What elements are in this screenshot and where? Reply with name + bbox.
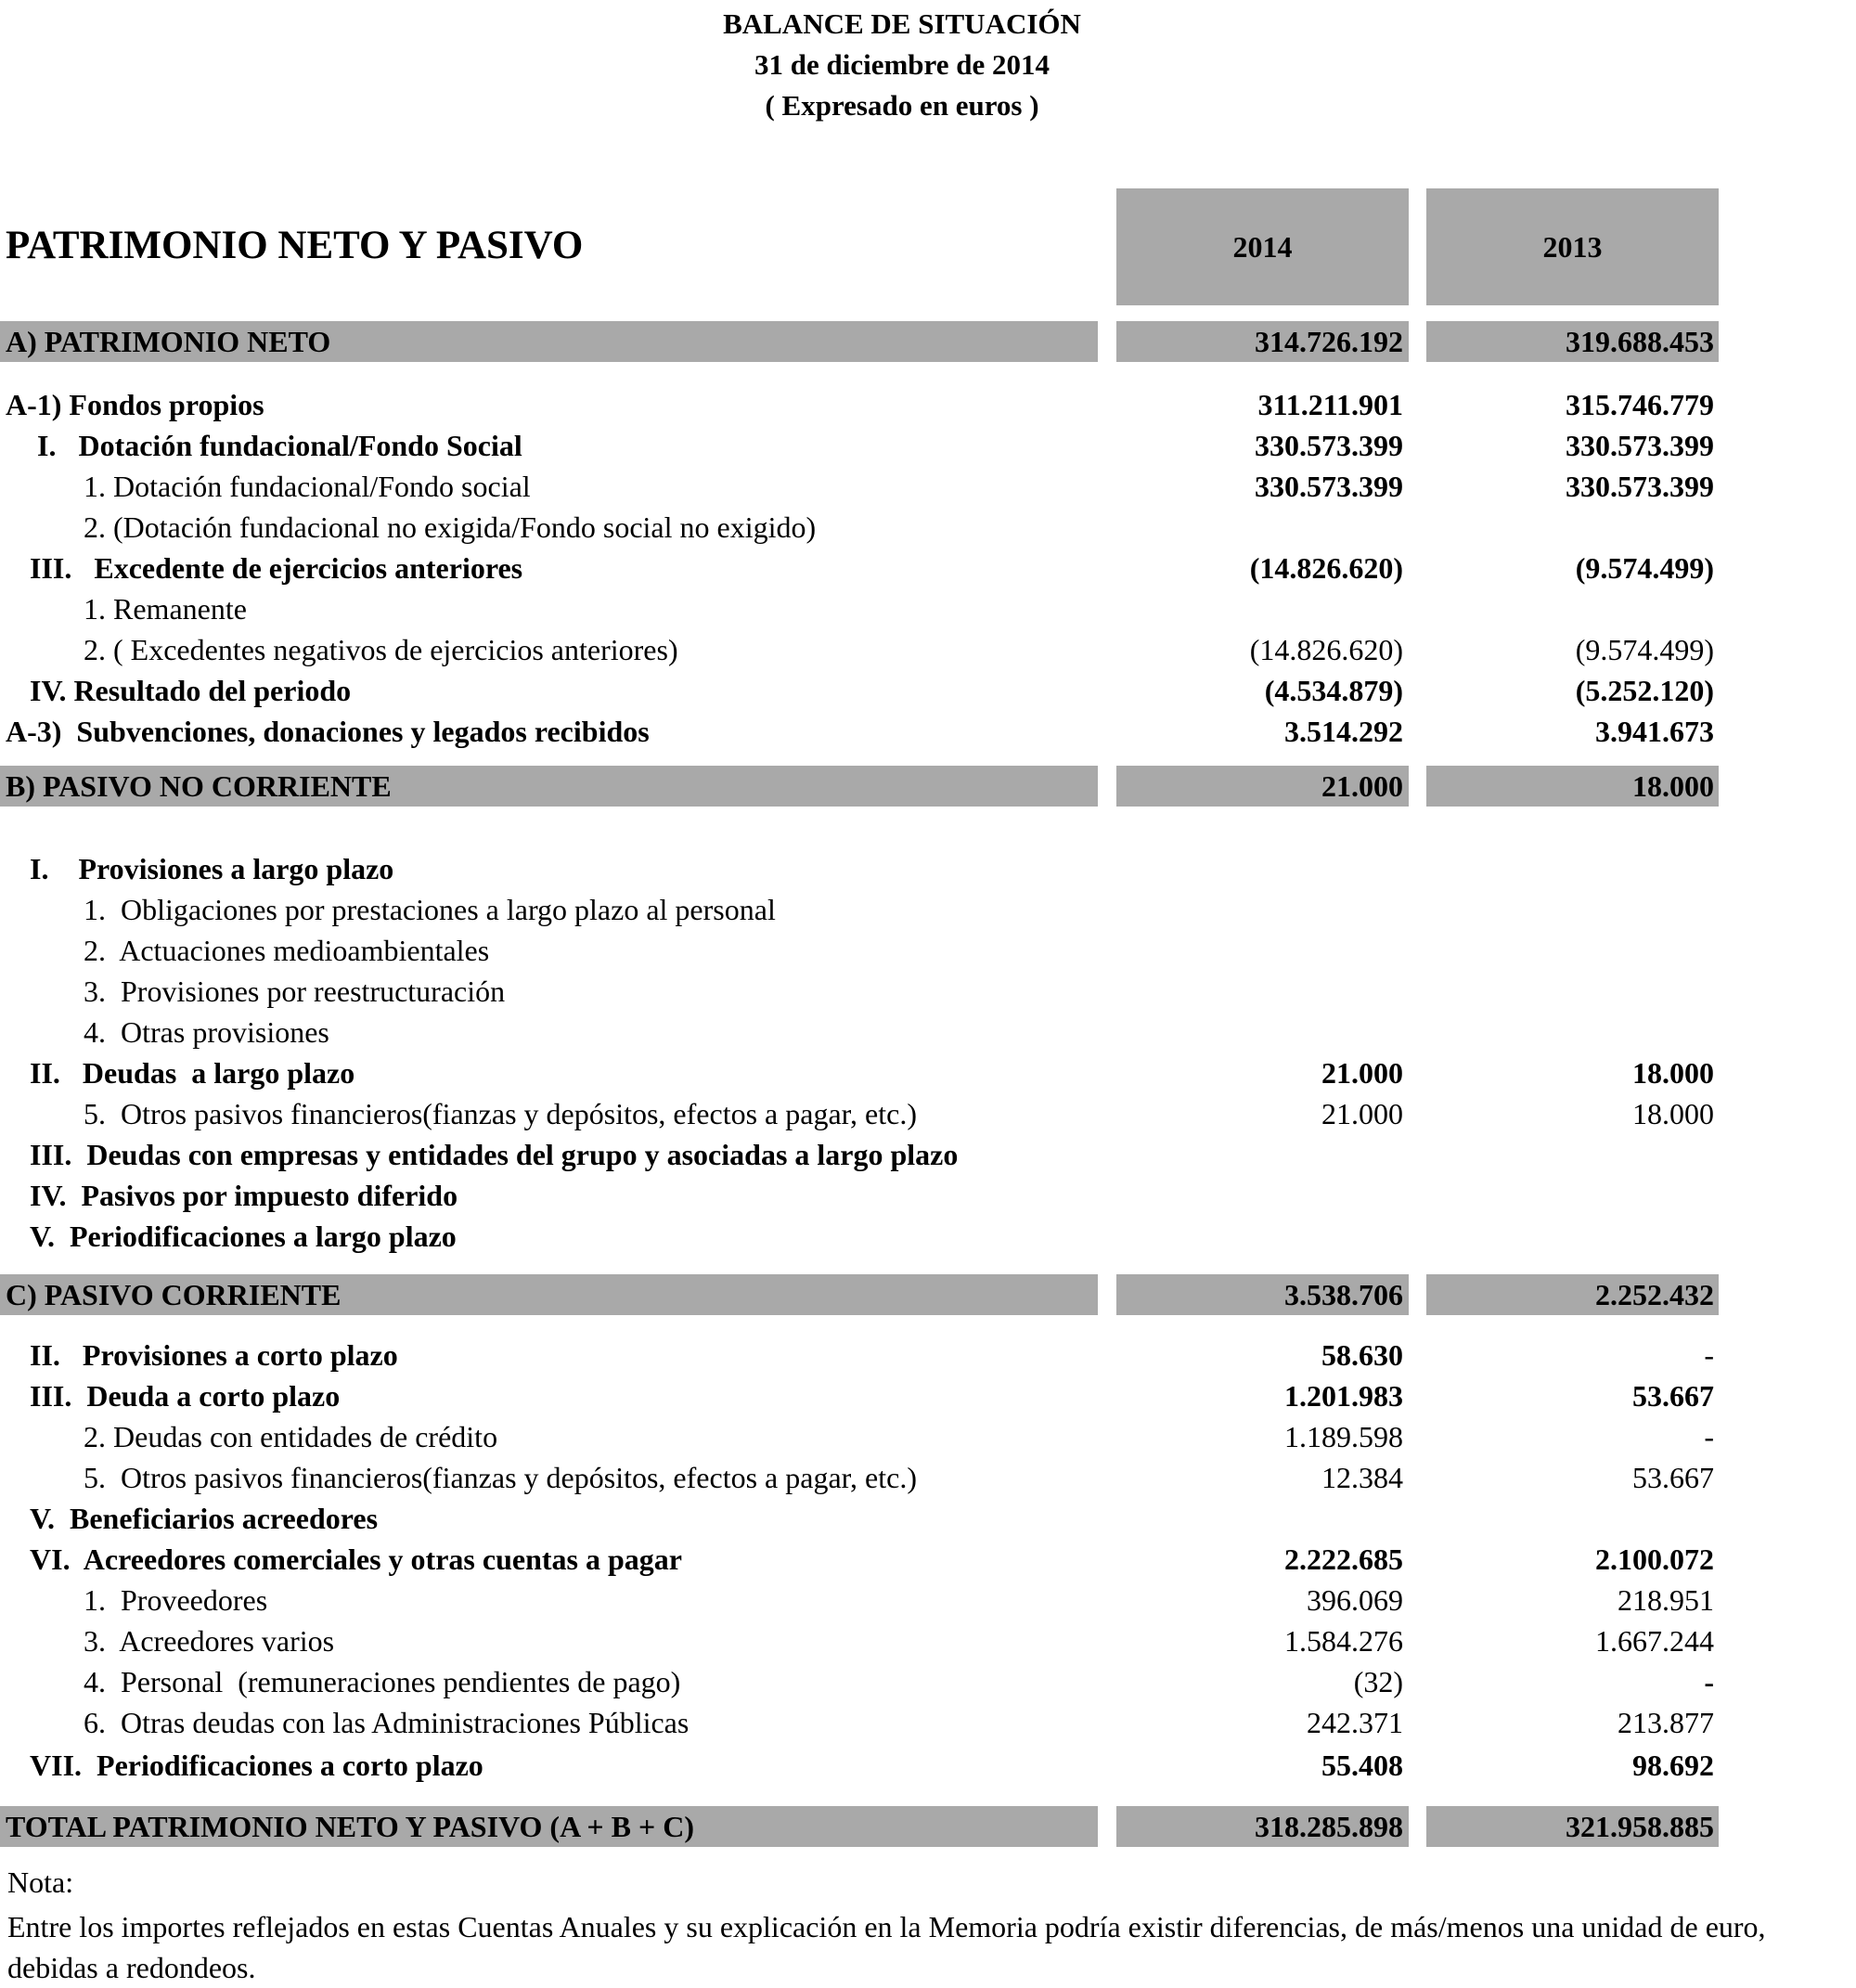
row-label: TOTAL PATRIMONIO NETO Y PASIVO (A + B + C)	[6, 1810, 694, 1843]
value-2013: -	[1704, 1420, 1714, 1453]
value-2013: 330.573.399	[1566, 470, 1714, 503]
value-2013: 53.667	[1632, 1379, 1714, 1413]
row-label: 2. Actuaciones medioambientales	[84, 934, 490, 967]
row-label: VI. Acreedores comerciales y otras cuentas a pagar	[30, 1543, 682, 1576]
row-label: 1. Obligaciones por prestaciones a largo plazo al personal	[84, 893, 776, 926]
report-date: 31 de diciembre de 2014	[754, 48, 1050, 81]
value-2014: (14.826.620)	[1249, 633, 1403, 666]
value-2014: 330.573.399	[1255, 470, 1403, 503]
value-2014: (32)	[1353, 1665, 1403, 1698]
value-2013: 98.692	[1632, 1749, 1714, 1782]
row-dotacion-fundacional	[0, 425, 1856, 466]
value-2014: (14.826.620)	[1249, 551, 1403, 585]
value-2014: (4.534.879)	[1264, 674, 1403, 707]
value-2014: 21.000	[1321, 1097, 1403, 1130]
value-2014: 1.584.276	[1284, 1624, 1403, 1658]
value-2013: 315.746.779	[1566, 388, 1714, 421]
value-2013: 2.252.432	[1595, 1278, 1714, 1311]
row-label: 3. Provisiones por reestructuración	[84, 975, 506, 1008]
row-beneficiarios-acreedores	[0, 1498, 1856, 1539]
value-2013: 53.667	[1632, 1461, 1714, 1494]
row-deudas-entidades-credito	[0, 1416, 1856, 1457]
note-heading: Nota:	[7, 1865, 74, 1899]
row-provisiones-reestructuracion	[0, 971, 1856, 1012]
row-deudas-grupo	[0, 1134, 1856, 1175]
row-provisiones-largo	[0, 848, 1856, 889]
value-2014: 242.371	[1307, 1706, 1403, 1739]
value-2014: 58.630	[1321, 1338, 1403, 1372]
column-header-2014: 2014	[1232, 230, 1293, 264]
row-acreedores-varios	[0, 1620, 1856, 1661]
value-2013: (5.252.120)	[1575, 674, 1714, 707]
value-2014: 12.384	[1321, 1461, 1403, 1494]
row-periodificaciones-largo	[0, 1216, 1856, 1257]
row-label: 2. ( Excedentes negativos de ejercicios anteriores)	[84, 633, 678, 666]
row-pasivo-no-corriente	[0, 766, 1856, 807]
row-label: V. Beneficiarios acreedores	[30, 1502, 379, 1535]
table-heading: PATRIMONIO NETO Y PASIVO	[6, 224, 584, 267]
value-2014: 3.538.706	[1284, 1278, 1403, 1311]
row-subvenciones	[0, 711, 1856, 752]
value-2014: 314.726.192	[1255, 325, 1403, 358]
row-obligaciones-personal	[0, 889, 1856, 930]
value-2014: 330.573.399	[1255, 429, 1403, 462]
report-title: BALANCE DE SITUACIÓN	[723, 7, 1081, 40]
row-proveedores	[0, 1580, 1856, 1620]
value-2013: 18.000	[1632, 1097, 1714, 1130]
row-dotacion-fondo-social	[0, 466, 1856, 507]
value-2013: 213.877	[1618, 1706, 1714, 1739]
row-excedente-anteriores	[0, 548, 1856, 588]
row-label: 2. Deudas con entidades de crédito	[84, 1420, 498, 1453]
row-label: 3. Acreedores varios	[84, 1624, 335, 1658]
value-2014: 2.222.685	[1284, 1543, 1403, 1576]
value-2014: 55.408	[1321, 1749, 1403, 1782]
value-2013: 321.958.885	[1566, 1810, 1714, 1843]
value-2013: 3.941.673	[1595, 715, 1714, 748]
row-label: II. Provisiones a corto plazo	[30, 1338, 398, 1372]
row-label: V. Periodificaciones a largo plazo	[30, 1220, 457, 1253]
row-label: III. Excedente de ejercicios anteriores	[30, 551, 523, 585]
row-label: 6. Otras deudas con las Administraciones Públicas	[84, 1706, 690, 1739]
note-text: Entre los importes reflejados en estas Cuentas Anuales y su explicación en la Memoria podría existir diferencias, de más/menos una unidad de euro, debidas a redondeos.	[7, 1910, 1766, 1984]
row-label: 2. (Dotación fundacional no exigida/Fondo social no exigido)	[84, 510, 817, 544]
value-2013: -	[1704, 1338, 1714, 1372]
row-fondos-propios	[0, 384, 1856, 425]
row-label: 1. Dotación fundacional/Fondo social	[84, 470, 531, 503]
row-label: IV. Resultado del periodo	[30, 674, 352, 707]
value-2013: 2.100.072	[1595, 1543, 1714, 1576]
row-label: 1. Proveedores	[84, 1583, 268, 1617]
row-label: VII. Periodificaciones a corto plazo	[30, 1749, 483, 1782]
value-2014: 318.285.898	[1255, 1810, 1403, 1843]
value-2014: 21.000	[1321, 769, 1403, 803]
row-label: II. Deudas a largo plazo	[30, 1056, 355, 1090]
row-label: 1. Remanente	[84, 592, 247, 626]
row-label: III. Deuda a corto plazo	[30, 1379, 341, 1413]
report-unit: ( Expresado en euros )	[765, 89, 1039, 122]
row-label: C) PASIVO CORRIENTE	[6, 1278, 342, 1311]
value-2014: 21.000	[1321, 1056, 1403, 1090]
row-label: I. Provisiones a largo plazo	[30, 852, 394, 885]
row-label: I. Dotación fundacional/Fondo Social	[37, 429, 522, 462]
value-2014: 311.211.901	[1257, 388, 1403, 421]
row-total	[0, 1806, 1856, 1847]
row-patrimonio-neto	[0, 321, 1856, 362]
row-acreedores-comerciales	[0, 1539, 1856, 1580]
row-provisiones-corto	[0, 1335, 1856, 1375]
row-label: B) PASIVO NO CORRIENTE	[6, 769, 392, 803]
row-otros-pasivos-corto	[0, 1457, 1856, 1498]
value-2013: (9.574.499)	[1575, 551, 1714, 585]
row-label: A) PATRIMONIO NETO	[6, 325, 331, 358]
value-2013: 330.573.399	[1566, 429, 1714, 462]
row-actuaciones-medioambientales	[0, 930, 1856, 971]
row-label: A-3) Subvenciones, donaciones y legados recibidos	[6, 715, 650, 748]
row-deuda-corto	[0, 1375, 1856, 1416]
row-label: A-1) Fondos propios	[6, 388, 264, 421]
row-label: 5. Otros pasivos financieros(fianzas y depósitos, efectos a pagar, etc.)	[84, 1461, 917, 1494]
value-2013: 1.667.244	[1595, 1624, 1714, 1658]
row-label: III. Deudas con empresas y entidades del grupo y asociadas a largo plazo	[30, 1138, 959, 1171]
row-label: 4. Personal (remuneraciones pendientes de pago)	[84, 1665, 681, 1698]
value-2013: 18.000	[1632, 1056, 1714, 1090]
value-2014: 1.201.983	[1284, 1379, 1403, 1413]
row-resultado-periodo	[0, 670, 1856, 711]
row-excedentes-negativos	[0, 629, 1856, 670]
value-2013: 319.688.453	[1566, 325, 1714, 358]
column-header-2013: 2013	[1542, 230, 1603, 264]
row-otros-pasivos-largo	[0, 1093, 1856, 1134]
value-2013: (9.574.499)	[1575, 633, 1714, 666]
value-2014: 3.514.292	[1284, 715, 1403, 748]
row-label: IV. Pasivos por impuesto diferido	[30, 1179, 458, 1212]
value-2013: 218.951	[1618, 1583, 1714, 1617]
value-2014: 1.189.598	[1284, 1420, 1403, 1453]
row-personal	[0, 1661, 1856, 1702]
row-periodificaciones-corto	[0, 1745, 1856, 1786]
row-pasivos-impuesto-diferido	[0, 1175, 1856, 1216]
value-2014: 396.069	[1307, 1583, 1403, 1617]
row-remanente	[0, 588, 1856, 629]
row-dotacion-no-exigida	[0, 507, 1856, 548]
row-otras-provisiones	[0, 1012, 1856, 1052]
row-pasivo-corriente	[0, 1274, 1856, 1315]
value-2013: 18.000	[1632, 769, 1714, 803]
value-2013: -	[1704, 1665, 1714, 1698]
row-deudas-largo	[0, 1052, 1856, 1093]
report-header	[0, 4, 1804, 126]
row-label: 4. Otras provisiones	[84, 1015, 329, 1049]
row-label: 5. Otros pasivos financieros(fianzas y depósitos, efectos a pagar, etc.)	[84, 1097, 917, 1130]
row-otras-deudas-administraciones	[0, 1702, 1856, 1743]
